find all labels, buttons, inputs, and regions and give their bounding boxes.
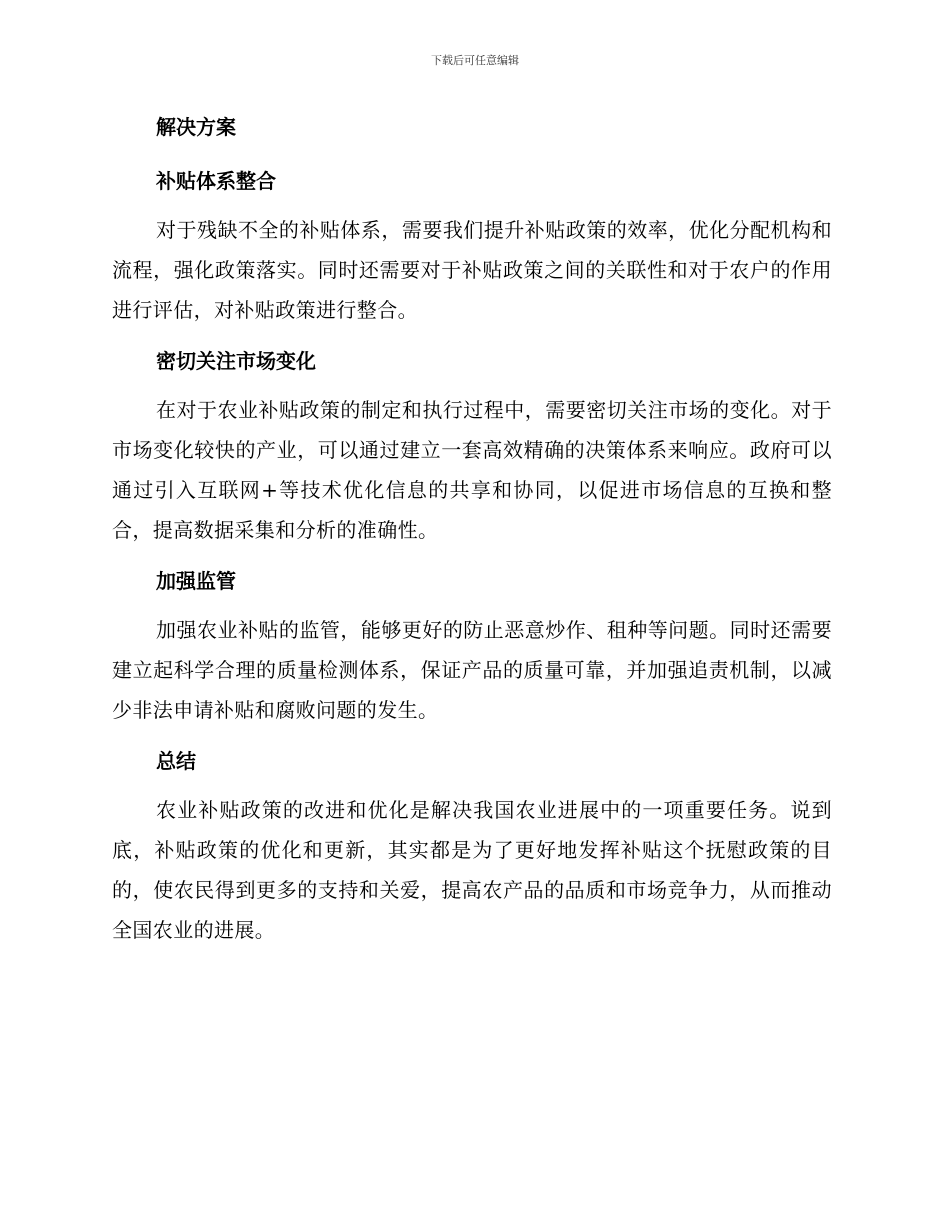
section-heading-subsidy-integration: 补贴体系整合: [156, 169, 276, 193]
document-title: 解决方案: [156, 115, 236, 139]
section-paragraph-supervision: 加强农业补贴的监管，能够更好的防止恶意炒作、租种等问题。同时还需要建立起科学合理的质量检测体系，保证产品的质量可靠，并加强追责机制，以减少非法申请补贴和腐败问题的发生。: [112, 618, 832, 722]
section-paragraph-subsidy-integration: 对于残缺不全的补贴体系，需要我们提升补贴政策的效率，优化分配机构和流程，强化政策落实。同时还需要对于补贴政策之间的关联性和对于农户的作用进行评估，对补贴政策进行整合。: [112, 218, 832, 322]
section-heading-summary: 总结: [156, 749, 196, 773]
page-header: 下载后可任意编辑: [431, 54, 519, 67]
section-heading-supervision: 加强监管: [156, 569, 236, 593]
document-body: [112, 108, 832, 962]
section-heading-market-changes: 密切关注市场变化: [156, 349, 316, 373]
section-paragraph-summary: 农业补贴政策的改进和优化是解决我国农业进展中的一项重要任务。说到底，补贴政策的优化和更新，其实都是为了更好地发挥补贴这个抚慰政策的目的，使农民得到更多的支持和关爱，提高农产品的品质和市场竞争力，从而推动全国农业的进展。: [112, 798, 832, 942]
section-paragraph-market-changes: 在对于农业补贴政策的制定和执行过程中，需要密切关注市场的变化。对于市场变化较快的产业，可以通过建立一套高效精确的决策体系来响应。政府可以通过引入互联网+等技术优化信息的共享和协同，以促进市场信息的互换和整合，提高数据采集和分析的准确性。: [112, 398, 832, 542]
